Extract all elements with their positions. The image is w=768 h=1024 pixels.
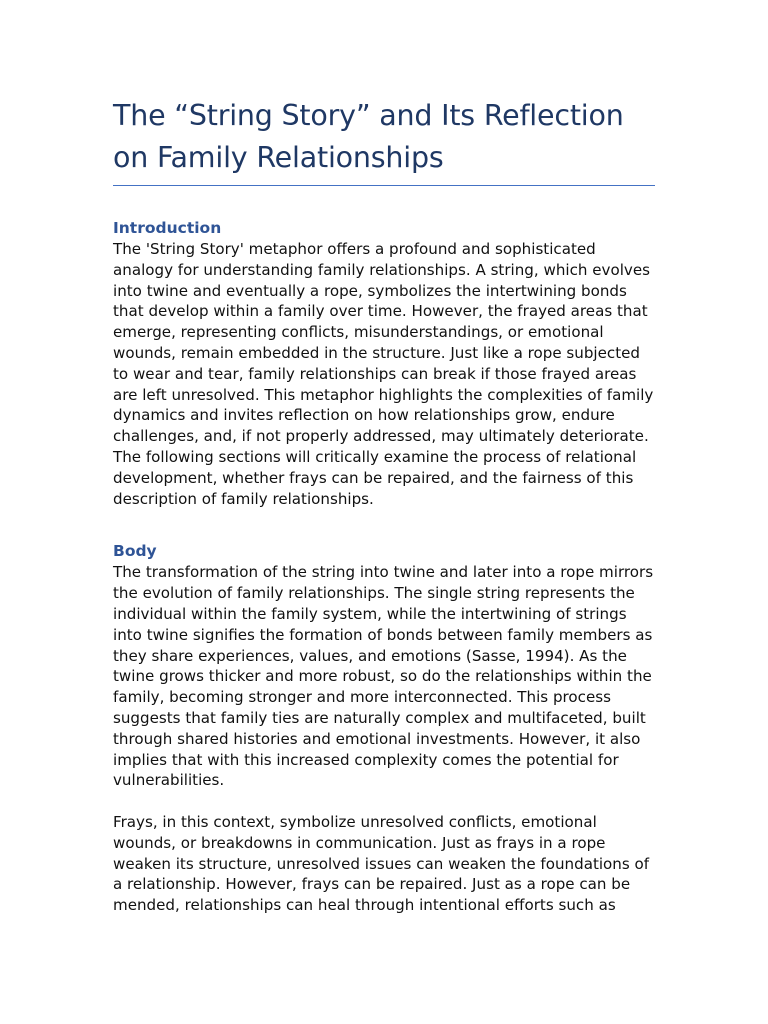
section-heading-body: Body: [113, 542, 157, 561]
body-paragraph-1: The transformation of the string into twine and later into a rope mirrors the evolution of family relationships. The single string represents the individual within the family system, while the intertwining of strings into twine signifies the formation of bonds between family members as they share experiences, values, and emotions (Sasse, 1994). As the twine grows thicker and more robust, so do the relationships within the family, becoming stronger and more interconnected. This process suggests that family ties are naturally complex and multifaceted, built through shared histories and emotional investments. However, it also implies that with this increased complexity comes the potential for vulnerabilities.: [113, 563, 654, 790]
introduction-paragraph: The 'String Story' metaphor offers a profound and sophisticated analogy for understanding family relationships. A string, which evolves into twine and eventually a rope, symbolizes the intertwining bonds that develop within a family over time. However, the frayed areas that emerge, representing conflicts, misunderstandings, or emotional wounds, remain embedded in the structure. Just like a rope subjected to wear and tear, family relationships can break if those frayed areas are left unresolved. This metaphor highlights the complexities of family dynamics and invites reflection on how relationships grow, endure challenges, and, if not properly addressed, may ultimately deteriorate. The following sections will critically examine the process of relational development, whether frays can be repaired, and the fairness of this description of family relationships.: [113, 240, 654, 508]
title-underline: [113, 185, 655, 186]
document-page: [113, 95, 655, 916]
body-paragraph-2: Frays, in this context, symbolize unresolved conflicts, emotional wounds, or breakdowns in communication. Just as frays in a rope weaken its structure, unresolved issues can weaken the foundations of a relationship. However, frays can be repaired. Just as a rope can be mended, relationships can heal through intentional efforts such as: [113, 812, 650, 915]
document-title: The “String Story” and Its Reflection on Family Relationships: [113, 99, 624, 174]
section-heading-introduction: Introduction: [113, 219, 222, 237]
